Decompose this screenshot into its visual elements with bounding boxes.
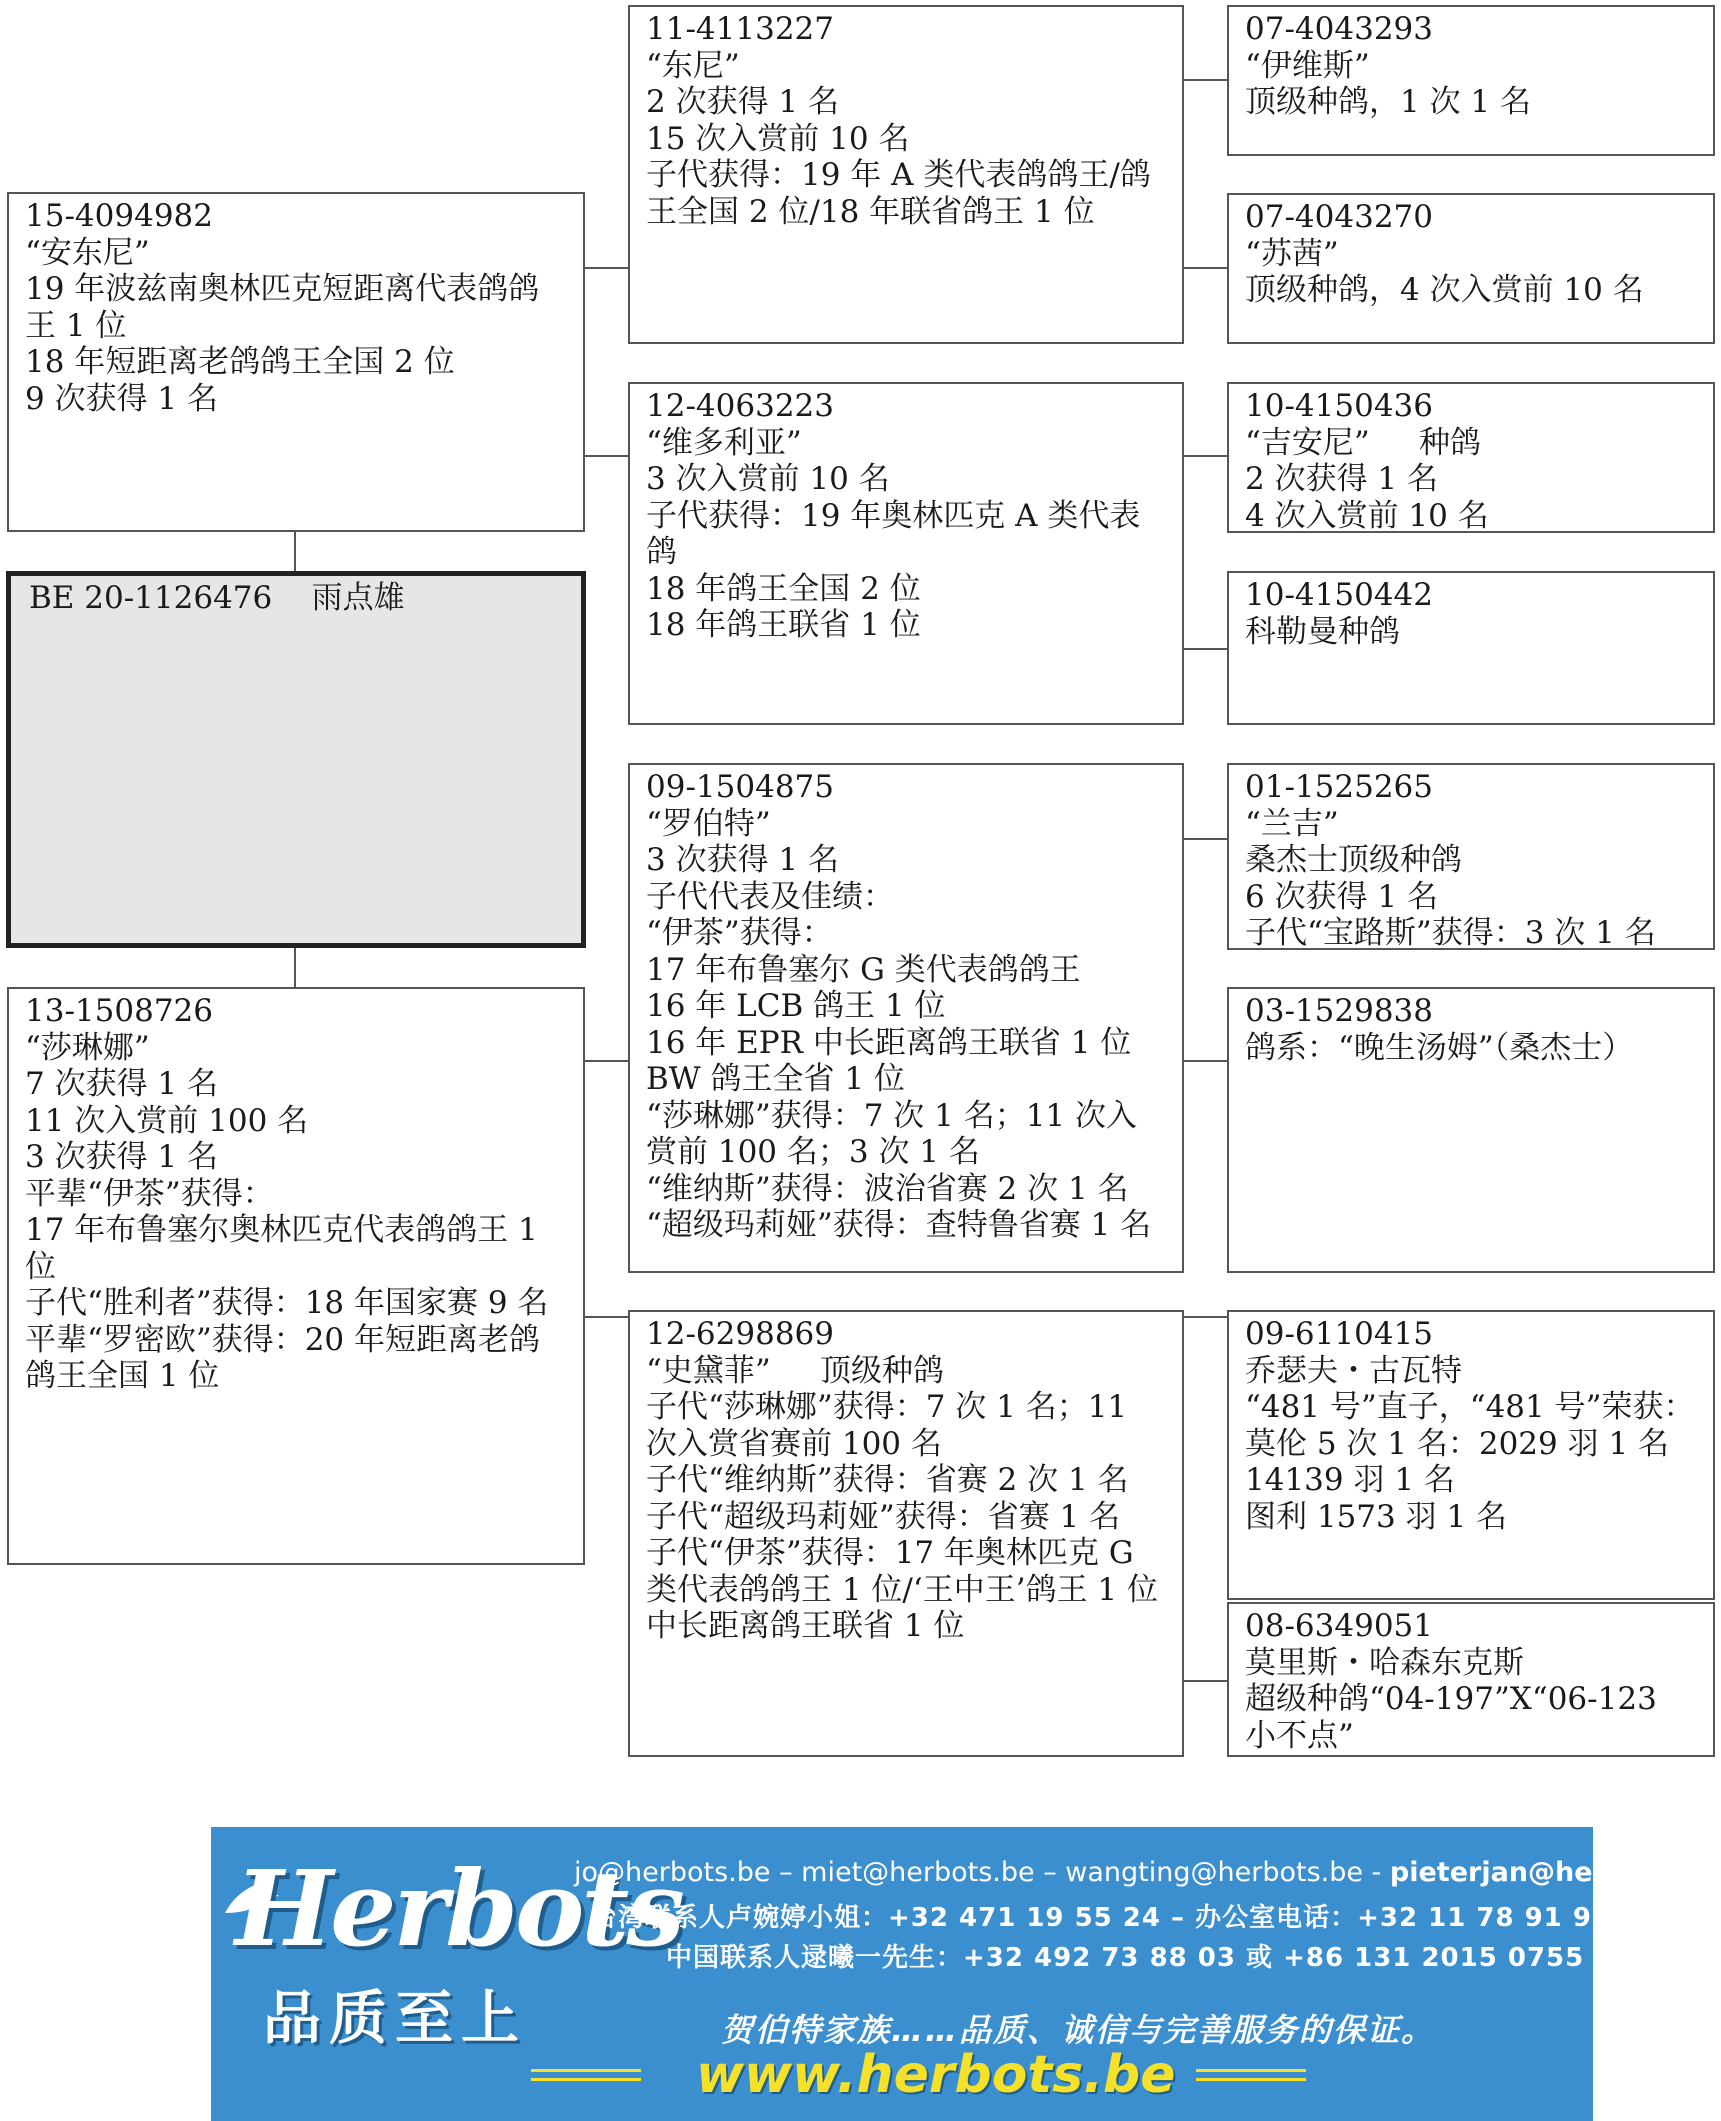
dam-sire-line: BW 鸽王全省 1 位 (646, 1061, 905, 1097)
ss-dam-ring: 07-4043270 (1245, 199, 1433, 235)
dam-sire-line: 16 年 LCB 鸽王 1 位 (646, 988, 946, 1024)
ds-sire-name: “兰吉” (1245, 805, 1339, 842)
dd-sire-line: 莫伦 5 次 1 名：2029 羽 1 名 (1245, 1425, 1670, 1462)
ds-sire-line: 桑杰士顶级种鸽 (1245, 842, 1462, 878)
dam-line: 11 次入赏前 100 名 (25, 1102, 309, 1139)
sire-sire-line: 子代获得：19 年 A 类代表鸽鸽王/鸽王全国 2 位/18 年联省鸽王 1 位 (646, 157, 1151, 230)
sd-sire-line: 2 次获得 1 名 (1245, 461, 1439, 497)
dam-dam-name: “史黛菲” 顶级种鸽 (646, 1352, 944, 1389)
dam-ring: 13-1508726 (25, 993, 213, 1029)
slogan: 品质至上 (263, 1984, 528, 2052)
sd-dam-box (1227, 571, 1715, 725)
dd-dam-box (1227, 1602, 1715, 1757)
ss-sire-line: 顶级种鸽，1 次 1 名 (1245, 84, 1532, 120)
dam-sire-ring: 09-1504875 (646, 769, 834, 805)
dam-line: 7 次获得 1 名 (25, 1066, 219, 1102)
dam-line: 平辈“伊茶”获得： (25, 1175, 274, 1212)
dam-dam-line: 子代“超级玛莉娅”获得：省赛 1 名 (646, 1498, 1121, 1535)
connector-dd-sire (1183, 1316, 1228, 1318)
dam-sire-name: “罗伯特” (646, 805, 771, 842)
subject-box (6, 571, 586, 948)
dam-sire-line: 16 年 EPR 中长距离鸽王联省 1 位 (646, 1024, 1132, 1061)
sire-dam-line: 18 年鸽王全国 2 位 (646, 570, 921, 607)
sd-sire-name: “吉安尼” 种鸽 (1245, 424, 1481, 461)
connector-sd-sire (1183, 455, 1228, 457)
dd-dam-line: 小不点” (1245, 1717, 1354, 1754)
dd-dam-ring: 08-6349051 (1245, 1608, 1433, 1644)
sd-sire-line: 4 次入赏前 10 名 (1245, 497, 1489, 534)
connector-sire-ss (584, 267, 629, 269)
dam-dam-ring: 12-6298869 (646, 1316, 834, 1352)
connector-subject-dam (294, 947, 296, 988)
sire-sire-line: 15 次入赏前 10 名 (646, 120, 910, 157)
ss-sire-name: “伊维斯” (1245, 47, 1370, 84)
dam-dam-line: 子代“伊茶”获得：17 年奥林匹克 G 类代表鸽鸽王 1 位/‘王中王’鸽王 1 位 (646, 1535, 1159, 1608)
sd-dam-name: 科勒曼种鸽 (1245, 613, 1400, 650)
sire-name: “安东尼” (25, 234, 150, 271)
ds-sire-line: 子代“宝路斯”获得：3 次 1 名 (1245, 915, 1656, 951)
email-pieterjan[interactable]: pieterjan@herbots.be (1389, 1857, 1721, 1888)
website-link[interactable]: www.herbots.be (696, 2045, 1176, 2105)
dam-sire-line: 子代代表及佳绩： (646, 878, 894, 915)
dam-line: 3 次获得 1 名 (25, 1139, 219, 1175)
dam-sire-line: “伊茶”获得： (646, 915, 833, 951)
sire-dam-line: 18 年鸽王联省 1 位 (646, 607, 921, 643)
dd-sire-line: 14139 羽 1 名 (1245, 1462, 1455, 1498)
ds-dam-line: 鸽系：“晚生汤姆”（桑杰士） (1245, 1029, 1634, 1066)
connector-ss-sire (1183, 79, 1228, 81)
connector-dam-dd (584, 1316, 629, 1318)
dd-sire-line: 图利 1573 羽 1 名 (1245, 1498, 1508, 1535)
ds-dam-box (1227, 987, 1715, 1273)
sire-line: 9 次获得 1 名 (25, 380, 219, 417)
ss-dam-line: 顶级种鸽，4 次入赏前 10 名 (1245, 272, 1644, 308)
dd-sire-breeder: 乔瑟夫・古瓦特 (1245, 1352, 1462, 1389)
dam-sire-line: “超级玛莉娅”获得：查特鲁省赛 1 名 (646, 1207, 1152, 1243)
decor-left (531, 2069, 641, 2081)
china-contact: 中国联系人逯曦一先生：+32 492 73 88 03 或 +86 131 2015 0755 (666, 1943, 1585, 1973)
sd-sire-ring: 10-4150436 (1245, 388, 1433, 424)
dam-sire-line: 3 次获得 1 名 (646, 842, 840, 878)
connector-sire-subject (294, 531, 296, 572)
sire-dam-name: “维多利亚” (646, 424, 802, 461)
sire-dam-box (628, 382, 1184, 725)
dam-box (7, 987, 585, 1565)
sire-dam-ring: 12-4063223 (646, 388, 834, 424)
connector-ds-sire (1183, 838, 1228, 840)
sire-dam-line: 子代获得：19 年奥林匹克 A 类代表鸽 (646, 497, 1141, 570)
email-addresses[interactable]: jo@herbots.be – miet@herbots.be – wangting@herbots.be - (574, 1857, 1390, 1888)
dd-sire-box (1227, 1310, 1715, 1600)
dd-sire-line: “481 号”直子，“481 号”荣获： (1245, 1389, 1695, 1425)
email-line (574, 1857, 1721, 1888)
herbots-logo: Herbots (235, 1847, 682, 1970)
connector-sire-sd (584, 455, 629, 457)
dam-name: “莎琳娜” (25, 1029, 150, 1066)
sire-sire-ring: 11-4113227 (646, 11, 834, 47)
sire-ring: 15-4094982 (25, 198, 213, 234)
dam-dam-line: 子代“维纳斯”获得：省赛 2 次 1 名 (646, 1462, 1129, 1498)
dam-sire-line: 17 年布鲁塞尔 G 类代表鸽鸽王 (646, 951, 1081, 988)
sire-line: 19 年波兹南奥林匹克短距离代表鸽鸽王 1 位 (25, 271, 540, 344)
ds-sire-line: 6 次获得 1 名 (1245, 878, 1439, 915)
dd-dam-line: 超级种鸽“04-197”X“06-123 (1245, 1681, 1657, 1717)
dd-dam-breeder: 莫里斯・哈森东克斯 (1245, 1644, 1524, 1681)
decor-right (1196, 2069, 1306, 2081)
connector-dd-dam (1183, 1680, 1228, 1682)
sire-sire-box (628, 5, 1184, 344)
ds-sire-box (1227, 763, 1715, 950)
dam-line: 子代“胜利者”获得：18 年国家赛 9 名 (25, 1285, 549, 1321)
ss-sire-box (1227, 5, 1715, 156)
connector-sd-dam (1183, 648, 1228, 650)
dam-dam-line: 子代“莎琳娜”获得：7 次 1 名；11 次入赏省赛前 100 名 (646, 1389, 1138, 1462)
subject-ring: BE 20-1126476 雨点雄 (29, 580, 405, 616)
ds-sire-ring: 01-1525265 (1245, 769, 1433, 805)
dam-sire-box (628, 763, 1184, 1273)
dam-line: 17 年布鲁塞尔奥林匹克代表鸽鸽王 1 位 (25, 1212, 548, 1285)
sire-box (7, 192, 585, 532)
ds-dam-ring: 03-1529838 (1245, 993, 1433, 1029)
sire-dam-line: 3 次入赏前 10 名 (646, 461, 890, 497)
dam-sire-line: “维纳斯”获得：波治省赛 2 次 1 名 (646, 1170, 1129, 1207)
taiwan-contact: 台湾联系人卢婉婷小姐：+32 471 19 55 24 – 办公室电话：+32 11 78 91 90 (591, 1903, 1611, 1933)
dam-line: 平辈“罗密欧”获得：20 年短距离老鸽鸽王全国 1 位 (25, 1321, 540, 1394)
ss-sire-ring: 07-4043293 (1245, 11, 1433, 47)
dam-dam-box (628, 1310, 1184, 1757)
connector-ds-dam (1183, 1060, 1228, 1062)
sd-sire-box (1227, 382, 1715, 533)
sd-dam-ring: 10-4150442 (1245, 577, 1433, 613)
dd-sire-ring: 09-6110415 (1245, 1316, 1433, 1352)
connector-ss-dam (1183, 267, 1228, 269)
sire-sire-line: 2 次获得 1 名 (646, 84, 840, 120)
dam-sire-line: “莎琳娜”获得：7 次 1 名；11 次入赏前 100 名；3 次 1 名 (646, 1097, 1138, 1170)
ss-dam-box (1227, 193, 1715, 344)
connector-dam-ds (584, 1060, 629, 1062)
contact-banner (211, 1827, 1721, 2121)
ss-dam-name: “苏茜” (1245, 235, 1339, 272)
sire-sire-name: “东尼” (646, 47, 740, 84)
tagline: 贺伯特家族……品质、诚信与完善服务的保证。 (721, 2011, 1436, 2049)
dam-dam-line: 中长距离鸽王联省 1 位 (646, 1608, 965, 1644)
sire-line: 18 年短距离老鸽鸽王全国 2 位 (25, 344, 455, 380)
